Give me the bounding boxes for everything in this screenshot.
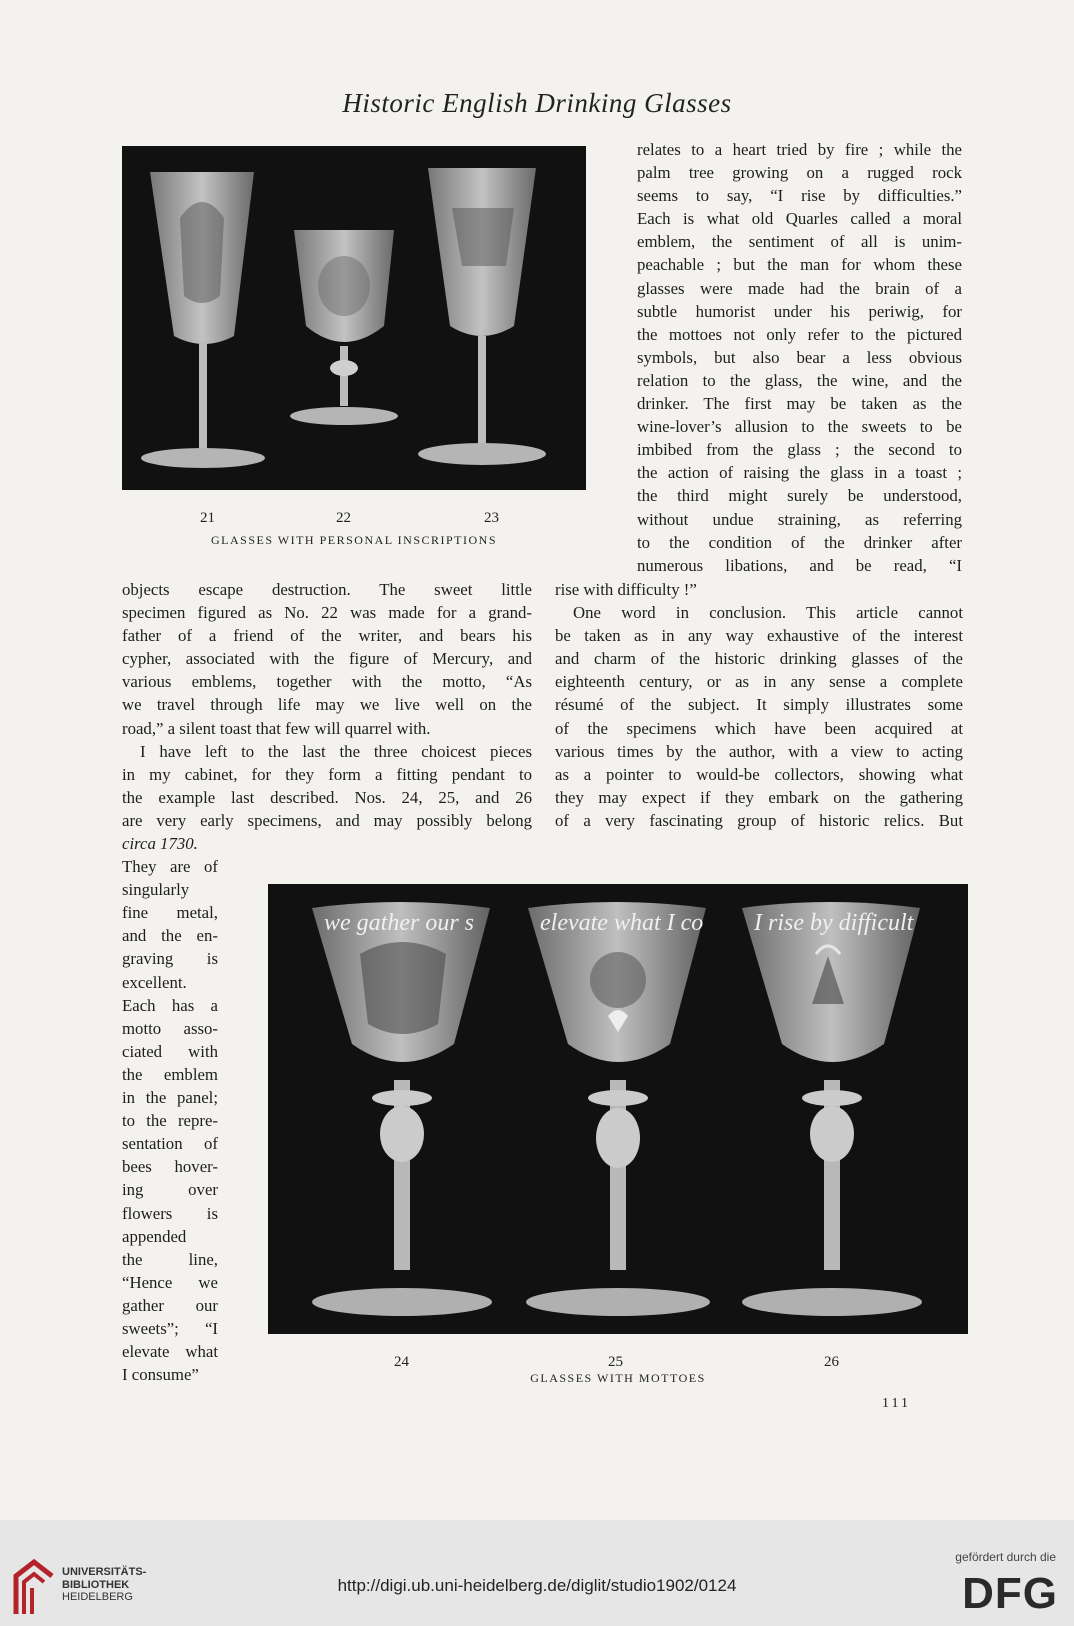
text-line: of the specimens which have been acquired at xyxy=(555,718,963,738)
text-line: we travel through life may we live well on the xyxy=(122,695,532,715)
figure-personal-inscriptions xyxy=(122,146,586,490)
text-line: wine-lover’s allusion to the sweets to be xyxy=(637,417,962,437)
text-line: ciated with xyxy=(122,1041,218,1061)
text-line: symbols, but also bear a less obvious xyxy=(637,347,962,367)
figure-bottom-caption: GLASSES WITH MOTTOES xyxy=(530,1371,706,1385)
text-line: relation to the glass, the wine, and the xyxy=(637,370,962,390)
figure-number: 21 xyxy=(200,510,215,526)
text-line: the line, xyxy=(122,1249,218,1269)
text-line: the third might surely be understood, xyxy=(637,486,962,506)
text-line: elevate what xyxy=(122,1342,218,1362)
text-line: various emblems, together with the motto, “As xyxy=(122,672,532,692)
text-line: flowers is xyxy=(122,1203,218,1223)
text-line: eighteenth century, or as in any sense a complete xyxy=(555,672,963,692)
text-line: excellent. xyxy=(122,972,187,992)
digitization-footer xyxy=(0,1520,1074,1626)
text-line: they may expect if they embark on the gathering xyxy=(555,787,963,807)
text-line: relates to a heart tried by fire ; while the xyxy=(637,140,962,159)
glass-25 xyxy=(526,902,710,1316)
text-line: ing over xyxy=(122,1180,218,1200)
figure-mottoes xyxy=(268,884,968,1334)
text-line: the emblem xyxy=(122,1064,218,1084)
figure-number: 24 xyxy=(394,1354,409,1370)
sponsor-label: gefördert durch die xyxy=(955,1550,1056,1564)
text-line: various times by the author, with a view to acting xyxy=(555,741,963,761)
figure-number: 26 xyxy=(824,1354,839,1370)
engraved-motto: we gather our s xyxy=(324,910,474,936)
text-line: gather our xyxy=(122,1295,218,1315)
text-line: and the en- xyxy=(122,926,218,946)
text-line: I have left to the last the three choicest pieces xyxy=(140,741,532,761)
text-line: I consume” xyxy=(122,1365,199,1385)
text-line: peachable ; but the man for whom these xyxy=(637,255,962,275)
text-line: seems to say, “I rise by difficulties.” xyxy=(637,186,962,206)
text-line: to the condition of the drinker after xyxy=(637,532,962,552)
text-line: rise with difficulty !” xyxy=(555,580,697,599)
text-line: subtle humorist under his periwig, for xyxy=(637,301,962,321)
text-line: emblem, the sentiment of all is unim- xyxy=(637,232,962,252)
text-line: of a very fascinating group of historic relics. But xyxy=(555,810,963,830)
text-line: cypher, associated with the figure of Mercury, and xyxy=(122,649,532,669)
glass-26 xyxy=(742,902,922,1316)
text-line: circa 1730. xyxy=(122,834,198,853)
text-line: objects escape destruction. The sweet little xyxy=(122,580,532,599)
text-line: in my cabinet, for they form a fitting pendant to xyxy=(122,764,532,784)
text-line: résumé of the subject. It simply illustrates some xyxy=(555,695,963,715)
text-line: They are of xyxy=(122,857,218,877)
text-line: in the panel; xyxy=(122,1088,218,1108)
text-line: numerous libations, and be read, “I xyxy=(637,555,962,575)
glass-21 xyxy=(141,172,265,468)
text-line: the example last described. Nos. 24, 25, and 26 xyxy=(122,787,532,807)
figure-top-caption: GLASSES WITH PERSONAL INSCRIPTIONS xyxy=(210,533,498,547)
text-line: imbibed from the glass ; the second to xyxy=(637,440,962,460)
right-column-top xyxy=(637,138,962,577)
text-line: fine metal, xyxy=(122,903,218,923)
text-line: the action of raising the glass in a toast ; xyxy=(637,463,962,483)
glass-22 xyxy=(290,230,398,425)
text-line: sentation of xyxy=(122,1134,218,1154)
engraved-motto: I rise by difficult xyxy=(754,910,914,936)
text-line: Each is what old Quarles called a moral xyxy=(637,209,962,229)
library-name-line: HEIDELBERG xyxy=(62,1591,133,1603)
text-line: and charm of the historic drinking glasses of the xyxy=(555,649,963,669)
library-name-line: UNIVERSITÄTS- xyxy=(62,1566,147,1578)
text-line: One word in conclusion. This article cannot xyxy=(573,603,963,623)
glass-24 xyxy=(312,902,492,1316)
glass-23 xyxy=(418,168,546,465)
dfg-logo: DFG xyxy=(962,1569,1058,1618)
text-line: are very early specimens, and may possibly belong xyxy=(122,810,532,830)
library-name-line: BIBLIOTHEK xyxy=(62,1578,130,1591)
source-url-link[interactable]: http://digi.ub.uni-heidelberg.de/diglit/studio1902/0124 xyxy=(337,1576,737,1595)
figure-number: 25 xyxy=(608,1354,623,1370)
page-number: 111 xyxy=(882,1396,911,1411)
text-line: “Hence we xyxy=(122,1272,218,1292)
left-narrow-column xyxy=(122,832,218,1386)
left-column xyxy=(122,578,532,832)
text-line: father of a friend of the writer, and bears his xyxy=(122,626,532,646)
figure-number: 22 xyxy=(336,510,351,526)
text-line: without undue straining, as referring xyxy=(637,509,962,529)
text-line: road,” a silent toast that few will quarrel with. xyxy=(122,718,431,738)
text-line: bees hover- xyxy=(122,1157,218,1177)
text-line: be taken as in any way exhaustive of the interest xyxy=(555,626,963,646)
text-line: to the repre- xyxy=(122,1111,218,1131)
text-line: drinker. The first may be taken as the xyxy=(637,394,962,414)
text-line: appended xyxy=(122,1226,187,1246)
text-line: the mottoes not only refer to the pictured xyxy=(637,324,962,344)
text-line: singularly xyxy=(122,880,190,900)
text-line: graving is xyxy=(122,949,218,969)
figure-number: 23 xyxy=(484,510,499,526)
right-column-bottom xyxy=(555,578,963,832)
figure-top-numbers xyxy=(122,510,586,530)
engraved-motto: elevate what I co xyxy=(540,910,704,936)
text-line: Each has a xyxy=(122,995,218,1015)
text-line: palm tree growing on a rugged rock xyxy=(637,163,962,183)
text-line: sweets”; “I xyxy=(122,1318,218,1338)
text-line: motto asso- xyxy=(122,1018,218,1038)
text-line: as a pointer to would-be collectors, showing what xyxy=(555,764,963,784)
text-line: specimen figured as No. 22 was made for a grand- xyxy=(122,603,532,623)
text-line: glasses were made had the brain of a xyxy=(637,278,962,298)
running-head: Historic English Drinking Glasses xyxy=(342,88,732,118)
